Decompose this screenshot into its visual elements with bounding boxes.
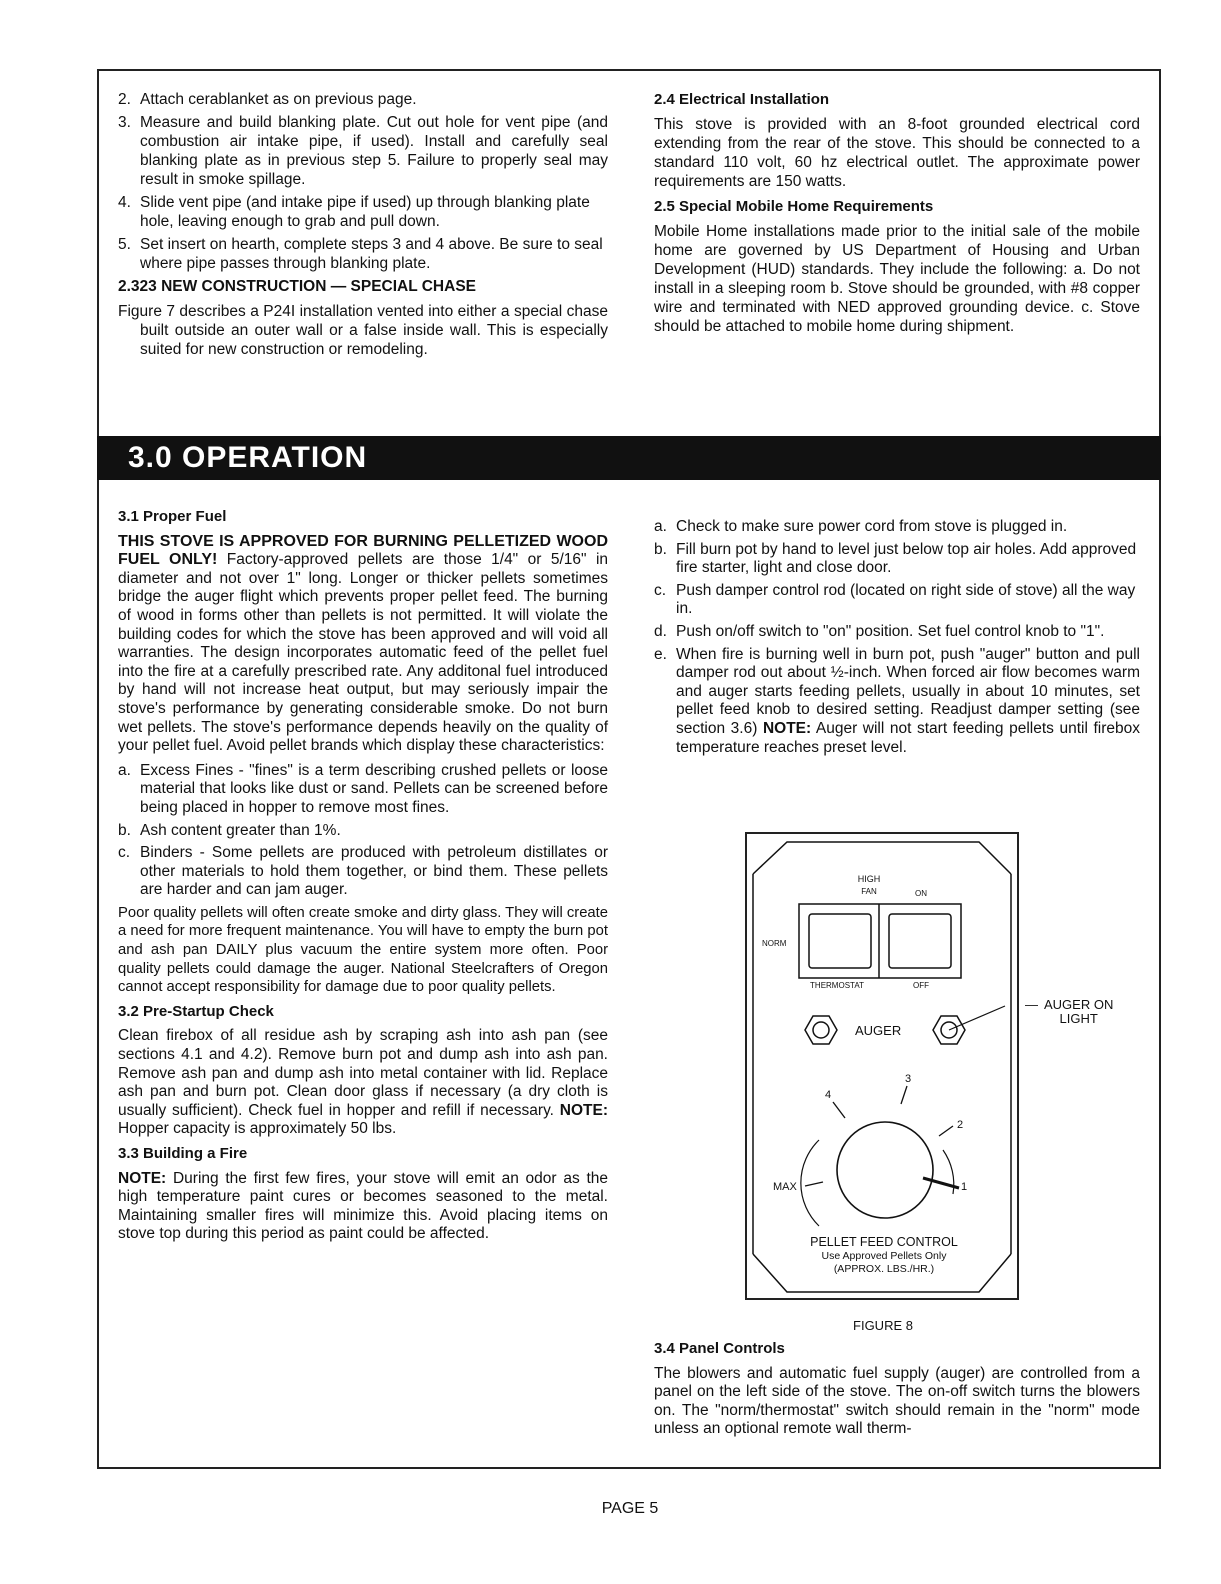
dial-label-4: 4: [825, 1089, 832, 1101]
thermostat-label: THERMOSTAT: [810, 981, 864, 990]
list-item: a. Check to make sure power cord from stove is plugged in.: [654, 518, 1068, 535]
auger-on-light-callout: — AUGER ON LIGHT: [1025, 997, 1114, 1026]
power-switch[interactable]: [889, 914, 951, 968]
control-panel-diagram: [747, 834, 1021, 1302]
list-item: e. When fire is burning well in burn pot, push "auger" button and pull damper rod out about ½-inch. When forced air flow becomes warm and auger starts feeding pellets, usually in about 10 minutes, set pellet feed knob to desired setting. Readjust damper setting (see section 3.6) NOTE: Auger will not start feeding pellets until firebox temperature reaches preset level.: [654, 645, 1140, 756]
section-text: This stove is provided with an 8-foot grounded electrical cord extending from the rear of the stove. This should be connected to a standard 110 volt, 60 hz electrical outlet. The approximate power requirements are 150 watts.: [654, 116, 1140, 190]
section-text: NOTE: During the first few fires, your stove will emit an odor as the high temperature paint cures or becomes seasoned to the metal. Maintaining smaller fires will minimize this. Avoid placing items on stove top during this period as paint could be affected.: [118, 1169, 608, 1243]
section-text: THIS STOVE IS APPROVED FOR BURNING PELLETIZED WOOD FUEL ONLY! Factory-approved pellets are those 1/4" or 5/16" in diameter and not over 1" long. Longer or thicker pellets sometimes bridge the auger flight which prevents proper pellet feed. The burning of wood in forms other than pellets is not permitted. It will violate the building codes for which the stove has been approved and will void all warranties. The design incorporates automatic feed of the pellet fuel into the fire at a carefully prescribed rate. Any additonal fuel introduced by hand will not increase heat output, but may seriously impair the stove's performance by generating considerable smoke. Do not burn wet pellets. The stove's performance depends heavily on the quality of your pellet fuel. Avoid pellet brands which display these characteristics:: [118, 532, 609, 755]
control-title: PELLET FEED CONTROL: [810, 1235, 958, 1249]
page-number: PAGE 5: [601, 1500, 659, 1517]
section-text: Clean firebox of all residue ash by scraping ash into ash pan (see sections 4.1 and 4.2). Remove burn pot and dump ash into ash pan. Remove ash pan and dump ash into metal container with lid. Replace ash pan and burn pot. Clean door glass if necessary (a dry cloth is usually sufficient). Check fuel in hopper and refill if necessary. NOTE: Hopper capacity is approximately 50 lbs.: [118, 1027, 608, 1138]
section-heading: 3.4 Panel Controls: [654, 1340, 785, 1357]
list-item: c. Binders - Some pellets are produced with petroleum distillates or other materials to hold them together, or bind them. These pellets are harder and can jam auger.: [118, 844, 608, 899]
fan-switch[interactable]: [809, 914, 871, 968]
norm-label: NORM: [762, 939, 787, 948]
panel-figure: [745, 832, 1019, 1300]
control-units: (APPROX. LBS./HR.): [833, 1263, 935, 1275]
pellet-feed-knob[interactable]: [837, 1122, 933, 1218]
list-item: a. Excess Fines - "fines" is a term describing crushed pellets or loose material that looks like dust or sand. Pellets can be screened before being placed in hopper to remove most fines.: [118, 761, 608, 816]
bottom-left-column: [118, 508, 608, 1250]
on-label: ON: [915, 889, 927, 898]
dial-label-2: 2: [957, 1119, 964, 1131]
list-item: b. Fill burn pot by hand to level just below top air holes. Add approved fire starter, light and close door.: [654, 540, 1137, 577]
section-heading: 3.2 Pre-Startup Check: [118, 1002, 274, 1020]
max-label: MAX: [773, 1181, 797, 1193]
top-left-column: [118, 90, 608, 365]
bottom-right-column: [654, 518, 1140, 761]
section-text: Mobile Home installations made prior to the initial sale of the mobile home are governed by US Department of Housing and Urban Development (HUD) standards. They include the following: a. Do not install in a sleeping room b. Stove should be grounded, with #8 copper wire and terminated with NED approved grounding device. c. Stove should be attached to mobile home during shipment.: [654, 223, 1140, 335]
list-item: 3. Measure and build blanking plate. Cut out hole for vent pipe (and combustion air intake pipe, if used). Install and carefully seal blanking plate as in previous step 5. Failure to properly seal may result in smoke spillage.: [118, 114, 608, 188]
install-steps-list: [118, 90, 608, 273]
off-label: OFF: [913, 981, 929, 990]
fuel-items-list: [118, 762, 608, 900]
section-heading: 2.323 NEW CONSTRUCTION — SPECIAL CHASE: [118, 278, 476, 295]
auger-button[interactable]: [805, 1016, 837, 1044]
dial-label-3: 3: [905, 1073, 912, 1085]
bold-warning: THIS STOVE IS APPROVED FOR BURNING PELLETIZED WOOD FUEL ONLY!: [118, 532, 608, 569]
list-item: 4. Slide vent pipe (and intake pipe if used) up through blanking plate hole, leaving enough to grab and pull down.: [118, 194, 590, 230]
list-item: c. Push damper control rod (located on right side of stove) all the way in.: [654, 581, 1136, 618]
section-heading: 3.3 Building a Fire: [118, 1145, 248, 1162]
figure-caption: FIGURE 8: [853, 1318, 913, 1333]
list-item: b. Ash content greater than 1%.: [118, 821, 341, 839]
list-item: 5. Set insert on hearth, complete steps 3 and 4 above. Be sure to seal where pipe passes through blanking plate.: [118, 236, 603, 272]
fan-label: FAN: [861, 887, 877, 896]
section-heading: 3.1 Proper Fuel: [118, 508, 227, 525]
banner-title: 3.0 OPERATION: [128, 441, 368, 474]
section-banner: [97, 436, 1161, 480]
section-heading: 2.5 Special Mobile Home Requirements: [654, 198, 934, 215]
auger-label: AUGER: [855, 1023, 902, 1038]
list-item: d. Push on/off switch to "on" position. Set fuel control knob to "1".: [654, 622, 1105, 640]
panel-controls-section: [654, 1340, 1140, 1445]
section-text: Poor quality pellets will often create smoke and dirty glass. They will create a need for more frequent maintenance. You will have to empty the burn pot and ash pan DAILY plus vacuum the entire system more often. Poor quality pellets could damage the auger. National Steelcrafters of Oregon cannot accept responsibility for damage due to poor quality pellets.: [118, 904, 608, 996]
section-text: Figure 7 describes a P24I installation vented into either a special chase built outside an outer wall or a false inside wall. This is especially suited for new construction or remodeling.: [118, 303, 608, 358]
control-subtitle: Use Approved Pellets Only: [821, 1250, 947, 1262]
list-item: 2. Attach cerablanket as on previous page.: [118, 91, 417, 108]
switch-housing: [799, 904, 961, 978]
fire-steps-list: [654, 518, 1140, 757]
dial-label-1: 1: [961, 1181, 968, 1193]
section-heading: 2.4 Electrical Installation: [654, 91, 830, 108]
section-text: The blowers and automatic fuel supply (auger) are controlled from a panel on the left side of the stove. The on-off switch turns the blowers on. The "norm/thermostat" switch should remain in the "norm" mode unless an optional remote wall therm-: [654, 1364, 1140, 1438]
top-right-column: [654, 90, 1140, 342]
high-label: HIGH: [857, 874, 881, 884]
